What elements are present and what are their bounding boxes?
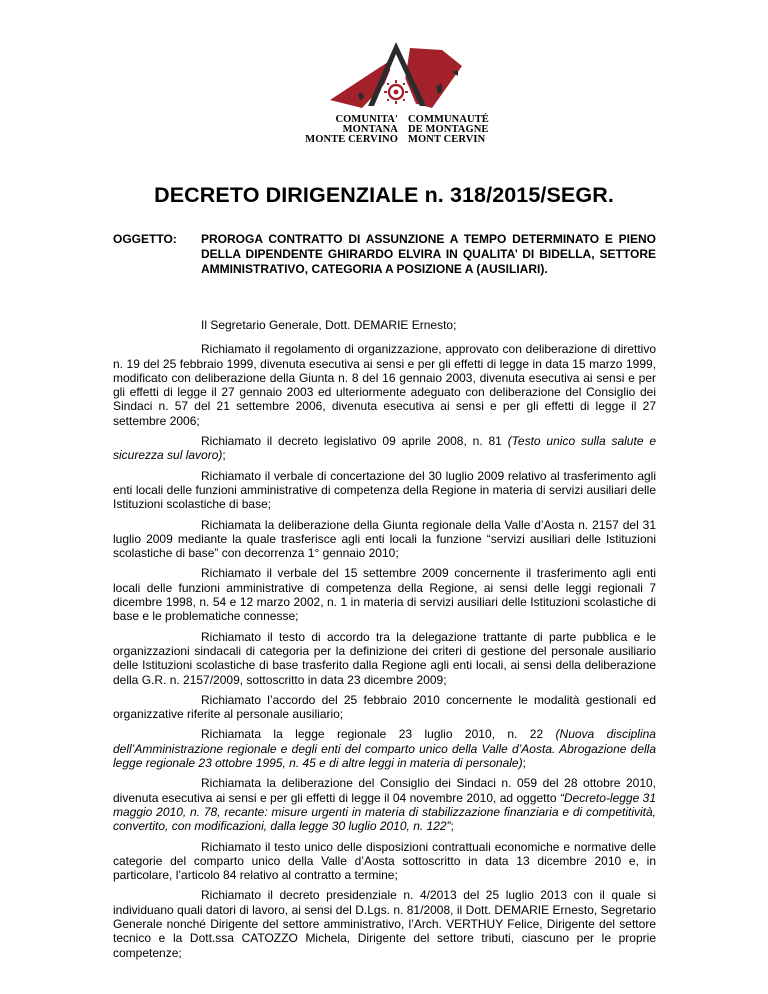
- subject-text: PROROGA CONTRATTO DI ASSUNZIONE A TEMPO DETERMINATO E PIENO DELLA DIPENDENTE GHIRARDO ELVIRA IN QUALITA’ DI BIDELLA, SETTORE AMMINISTRATIVO, CATEGORIA A POSIZIONE A (AUSILIARI).: [201, 232, 656, 276]
- paragraph: Richiamato il testo unico delle disposizioni contrattuali economiche e normative delle categorie del comparto unico della Valle d’Aosta sottoscritto in data 13 dicembre 2010 e, in particolare, l’articolo 84 relativo al contratto a termine;: [113, 839, 656, 883]
- paragraph: Richiamato il regolamento di organizzazione, approvato con deliberazione di direttivo n. 19 del 25 febbraio 1999, divenuta esecutiva ai sensi e per gli effetti di legge in data 15 marzo 1999, modificato con deliberazione della Giunta n. 8 del 16 gennaio 2003, divenuta esecutiva ai sensi e per gli effetti di legge il 27 gennaio 2003 ed ulteriormente adeguato con deliberazione del Consiglio dei Sindaci n. 57 del 21 settembre 2006, divenuta esecutiva ai sensi e per gli effetti di legge il 27 settembre 2006;: [113, 342, 656, 428]
- decree-title: DECRETO DIRIGENZIALE n. 318/2015/SEGR.: [154, 183, 614, 207]
- paragraph-text: ;: [450, 819, 454, 834]
- paragraph-text: Richiamato il decreto legislativo 09 aprile 2008, n. 81: [201, 434, 508, 449]
- paragraph: [113, 434, 656, 463]
- logo-italian-name: [302, 115, 398, 145]
- paragraph-text: Richiamata la deliberazione del Consiglio dei Sindaci n. 059 del 28 ottobre 2010, divenuta esecutiva ai sensi e per gli effetti di legge il 04 novembre 2010, ad oggetto: [113, 776, 656, 805]
- paragraph-italic-text: (Testo unico sulla salute e sicurezza sul lavoro): [113, 434, 656, 463]
- paragraph-italic-text: “Decreto-legge 31 maggio 2010, n. 78, recante: misure urgenti in materia di stabilizzazione finanziaria e di competitività, convertito, con modificazioni, dalla legge 30 luglio 2010, n. 122”: [113, 790, 656, 834]
- paragraph: Richiamato il verbale del 15 settembre 2009 concernente il trasferimento agli enti locali delle funzioni amministrative di competenza della Regione, ai sensi delle leggi regionali 7 dicembre 1998, n. 54 e 12 marzo 2002, n. 1 in materia di servizi ausiliari delle Istituzioni scolastiche di base e le problematiche connesse;: [113, 566, 656, 624]
- paragraph: Richiamata la deliberazione della Giunta regionale della Valle d’Aosta n. 2157 del 31 luglio 2009 mediante la quale trasferisce agli enti locali la funzione “servizi ausiliari delle Istituzioni scolastiche di base” con decorrenza 1° gennaio 2010;: [113, 517, 656, 561]
- subject-label: OGGETTO:: [113, 232, 177, 246]
- logo-left-line: COMUNITA': [335, 114, 398, 125]
- paragraph: Richiamato il decreto presidenziale n. 4/2013 del 25 luglio 2013 con il quale si individuano quali datori di lavoro, ai sensi del D.Lgs. n. 81/2008, il Dott. DEMARIE Ernesto, Segretario Generale nonché Dirigente del settore amministrativo, l’Arch. VERTHUY Felice, Dirigente del settore tecnico e la Dott.ssa CATOZZO Michela, Dirigente del settore tributi, ciascuno per le proprie competenze;: [113, 888, 656, 960]
- logo-left-line: MONTE CERVINO: [305, 134, 398, 145]
- paragraph: Richiamato l’accordo del 25 febbraio 2010 concernente le modalità gestionali ed organizzative riferite al personale ausiliario;: [113, 692, 656, 722]
- comunita-montana-logo: [292, 42, 512, 154]
- paragraph: [113, 776, 656, 833]
- logo-right-line: DE MONTAGNE: [408, 124, 489, 135]
- paragraph-italic-text: (Nuova disciplina dell’Amministrazione regionale e degli enti del comparto unico della Valle d’Aosta. Abrogazione della legge regionale 23 ottobre 1995, n. 45 e di altre leggi in materia di personale): [113, 727, 656, 771]
- decree-body: [113, 318, 656, 966]
- paragraph-text: Richiamata la legge regionale 23 luglio 2010, n. 22: [201, 727, 556, 742]
- paragraph: Richiamato il verbale di concertazione del 30 luglio 2009 relativo al trasferimento agli enti locali delle funzioni amministrative di competenza della Regione in materia di servizi ausiliari delle Istituzioni scolastiche di base;: [113, 468, 656, 512]
- logo-right-line: MONT CERVIN: [408, 134, 486, 145]
- logo-french-name: [408, 115, 489, 145]
- paragraph-text: ;: [522, 756, 526, 771]
- logo-left-line: MONTANA: [342, 124, 398, 135]
- paragraph: Il Segretario Generale, Dott. DEMARIE Ernesto;: [201, 318, 457, 332]
- paragraph: Richiamato il testo di accordo tra la delegazione trattante di parte pubblica e le organizzazioni sindacali di categoria per la definizione dei criteri di gestione del personale ausiliario delle Istituzioni scolastiche di base trasferito dalla Regione agli enti locali, ai sensi della deliberazione della G.R. n. 2157/2009, sottoscritto in data 23 dicembre 2009;: [113, 629, 656, 687]
- logo-right-line: COMMUNAUTÉ: [408, 114, 489, 125]
- paragraph-text: ;: [222, 448, 226, 463]
- paragraph: [113, 727, 656, 770]
